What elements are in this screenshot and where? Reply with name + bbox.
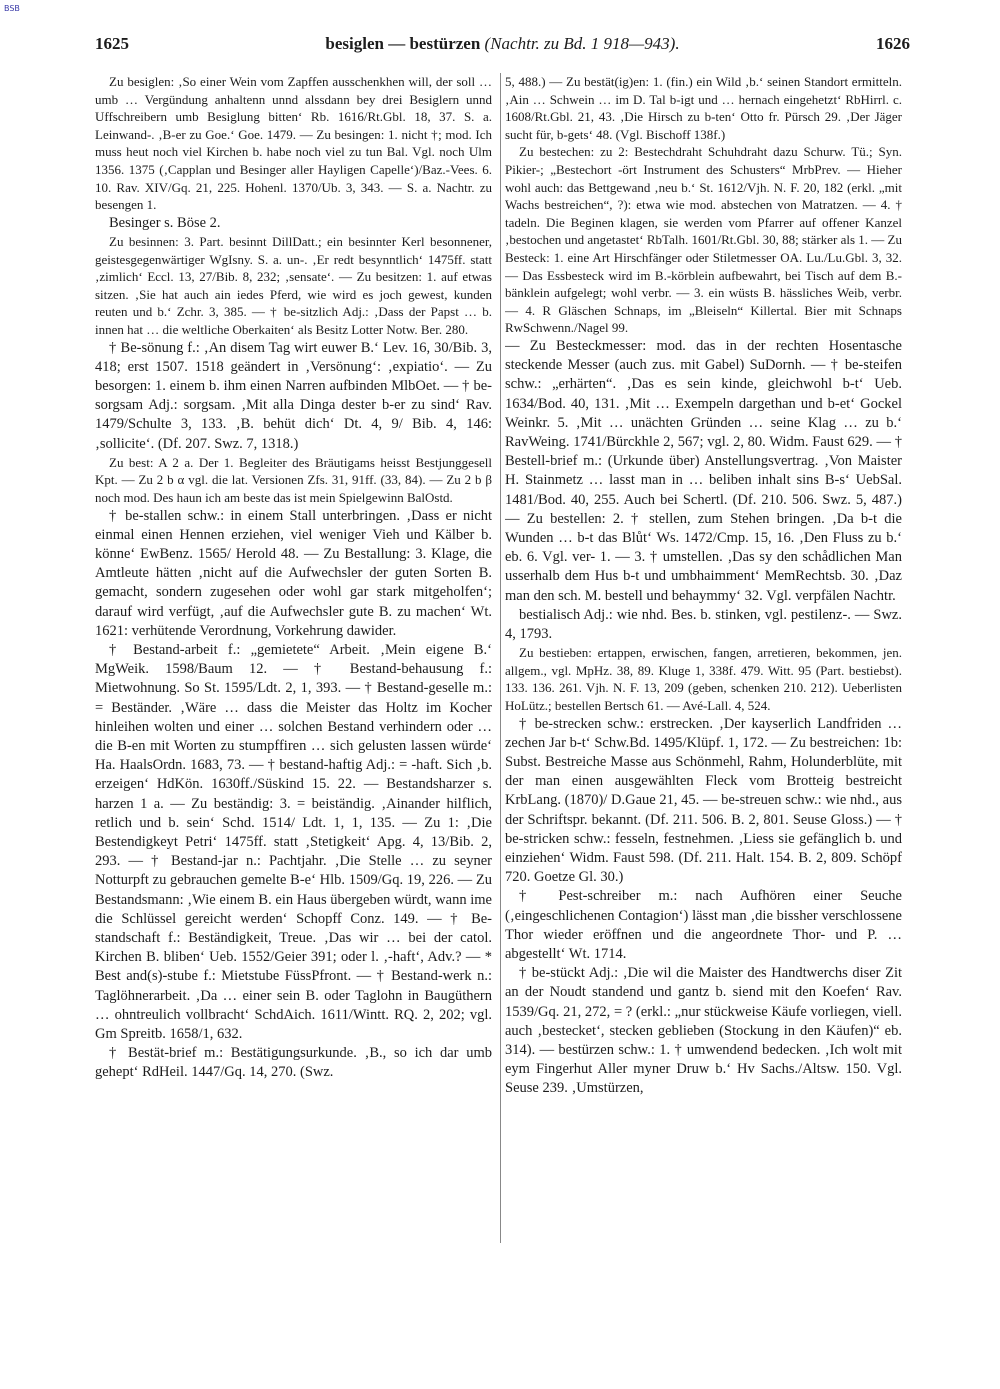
entry-bestaet-brief: † Bestät-brief m.: Bestätigungsurkunde. ‚B., so ich dar umb gehept‘ RdHeil. 1447/Gq. 14, 270. (Swz. <box>95 1045 492 1081</box>
entry-bestueckt: † be-stückt Adj.: ‚Die wil die Maister des Handtwerchs diser Zit an der Noudt standend und gantz b. siend mit den Koefen‘ Rav. 1539/Gq. 21, 272, = ? (erkl.: „nur stückweise Käufe vorliegen, viell. auch ‚bestecket‘, stecken geblieben (Stockung in den Käufen)“ eb. 314). — bestürzen schw.: 1. † umwendend bedecken. ‚Ich wolt mit eym Fingerhut Aller myner Druw b.‘ Hv Sachs./Altsw. 150. Vgl. Seuse 239. ‚Umstürzen, <box>505 965 902 1097</box>
library-watermark: BSB <box>4 4 20 13</box>
entry-besteckmesser: — Zu Besteckmesser: mod. das in der rechten Hosentasche steckende Messer (auch zus. mit Gabel) SuDornh. — † be-steifen schw.: „erhärten“. ‚Das es sein kinde, gleichwohl b-t‘ Ueb. 1634/Bod. 40, 131. ‚Mit … Exempeln dargethan und b-et‘ Gockel Weinkr. 5. ‚Mit … unächten Gründen … seine Klag … zu b.‘ RavWeing. 1741/Bürckhle 2, 567; vgl. 2, 80. Widm. Faust 629. — † Bestell-brief m.: (Urkunde über) Anstellungsvertrag. ‚Von Maister H. Stainmetz … lasst man in … beliben inhalt sins B-s‘ UebSal. 1481/Bod. 40, 255. Auch bei Schertl. (Df. 210. 506. Swz. 5, 487.) — Zu bestellen: 2. † stellen, zum Stehen bringen. ‚Da b-t die Wunden … b-t das Blůt‘ Ws. 1472/Cmp. 15, 16. ‚Den Fluss zu b.‘ eb. 6. Vgl. ver- 1. — 3. † umstellen. ‚Das sy den schådlichen Man usserhalb dem Hus b-t und umbhaimment‘ MemRechtsb. 30. ‚Daz man den sch. M. bestell und behaymmy‘ 32. Vgl. verpfälen Nachtr. <box>505 337 902 604</box>
entry-besinger: Besinger s. Böse 2. <box>109 214 221 231</box>
entry-bestieben: Zu bestieben: ertappen, erwischen, fangen, arretieren, bekommen, jen. allgem., vgl. MpHz. 38, 89. Kluge 1, 338f. 479. Witt. 95 (Part. bestiebst). 133. 136. 261. Vjh. N. F. 13, 209 (geben, schenken 210. 212). Ueberlisten HoLütz.; bestellen Bertsch 61. — Avé-Lall. 4, 524. <box>505 645 902 713</box>
running-head-sub: (Nachtr. zu Bd. 1 918—943). <box>480 34 680 53</box>
entry-besoenung: † Be-sönung f.: ‚An disem Tag wirt euwer B.‘ Lev. 16, 30/Bib. 3, 418; erst 1507. 1518 geändert in ‚Versönung‘: ‚expiatio‘. — Zu besorgen: 1. einem b. ihm einen Narren aufbinden MlbOet. — † be-sorgsam Adj.: sorgsam. ‚Mit alla Dinga dester b-er zu sind‘ Rav. 1479/Schulte 3, 133. ‚B. behüt dich‘ Dt. 4, 9/ Bib. 4, 146: ‚sollicite‘. (Df. 207. Swz. 7, 1318.) <box>95 339 492 452</box>
running-head-main: besiglen — bestürzen <box>325 34 481 53</box>
entry-pest-schreiber: † Pest-schreiber m.: nach Aufhören einer Seuche (‚eingeschlichenen Contagion‘) lässt man ‚die bissher verschlossene Thor wieder eröffnen und die angeordnete Thor- und P. … abgestellt‘ Wt. 1714. <box>505 888 902 962</box>
column-divider <box>500 73 501 1243</box>
entry-bestrecken: † be-strecken schw.: erstrecken. ‚Der kayserlich Landfriden … zechen Jar b-t‘ Schw.Bd. 1495/Klüpf. 1, 172. — Zu bestreichen: 1b: Subst. Bestreiche Masse aus Schönmehl, Rahm, Holunderblüte, mit der man einen ausgewählten Fleck vom Brotteig bestreicht KrbLang. (1870)/ D.Gaue 21, 45. — be-streuen schw.: wie nhd., aus der Schriftspr. bekannt. (Df. 211. 506. B. 2, 801. Seuse Gloss.) — † be-stricken schw.: fesseln, festnehmen. ‚Liess sie gefänglich b. und einziehen‘ Widm. Faust 598. (Df. 211. Halt. 154. B. 2, 809. Schöpf 720. Goetze Gl. 30.) <box>505 715 902 886</box>
right-column <box>505 73 902 1248</box>
left-column <box>95 73 492 1248</box>
entry-bestechen: Zu bestechen: zu 2: Bestechdraht Schuhdraht dazu Schurw. Tü.; Syn. Pikier-; „Bestechort -ört Instrument des Schusters“ MrbPrev. — Hieher wohl auch: das Bettgewand ‚neu b.‘ St. 1612/Vjh. N. F. 20, 182 (erkl. „mit Wachs bestreichen“, ?): etwa wie mod. abstechen von Matratzen. — 4. † tadeln. Die Beginen klagen, sie werden vom Pfarrer auf offener Kanzel ‚bestochen und angetastet‘ RbTalh. 1601/Rt.Gbl. 30, 88; stärker als 1. — Zu Besteck: 1. eine Art Hirschfänger oder Stiletmesser OA. Lu./Lu.Gbl. 3, 32. — Das Essbesteck wird im B.-körblein aufbewahrt, bei Tisch auf dem B.-bänklein aufgelegt; wohl verbr. — 3. ein wüsts B. hässliches Weib, verbr. — 4. R Gläschen Schnaps, im „Bleiseln“ Killertal. Bier mit Schnaps RwSchwenn./Nagel 99. <box>505 144 902 336</box>
page-number-left: 1625 <box>95 34 129 53</box>
page-number-right: 1626 <box>876 34 910 53</box>
running-head <box>95 34 910 54</box>
entry-best: Zu best: A 2 a. Der 1. Begleiter des Bräutigams heisst Bestjunggesell Kpt. — Zu 2 b α vgl. die lat. Versionen Zfs. 31, 91ff. (33, 84). — Zu 2 b β noch mod. Des haun ich am beste das ist mein Spielgewinn BalOstd. <box>95 454 492 505</box>
entry-besiglen: Zu besiglen: ‚So einer Wein vom Zapffen ausschenkhen will, der soll … umb … Vergündung anhaltenn unnd alssdann bey drei Besiglern unnd Uffschreibern umb Besiglung bitten‘ Rb. 1616/Rt.Gbl. 18, 37. S. a. Leinwand-. ‚B-er zu Goe.‘ Goe. 1479. — Zu besingen: 1. nicht †; mod. Ich muss heut noch viel Kirchen b. habe noch viel zu tun Bal. Vgl. noch Ulm 1356. 1375 (‚Capplan und Besinger aller Hayligen Capelle‘)/Baz.-Vees. 6. 10. Rav. XIV/Gq. 21, 225. Hohenl. 1370/Ub. 3, 343. — S. a. Nachtr. zu besengen 1. <box>95 74 492 213</box>
entry-bestallen: † be-stallen schw.: in einem Stall unterbringen. ‚Dass er nicht einmal einen Hennen erziehen, viel weniger Vieh und Kälber b. könne‘ EwBenz. 1565/ Herold 48. — Zu Bestallung: 3. Klage, die Amtleute hätten ‚nicht auf die Aufwechsler der guten Sorten B. gemacht, sondern zugesehen oder wohl gar stark mitgeholfen‘; darauf wird verfügt, ‚auf die Aufwechsler gute B. zu machen‘ Wt. 1621: verhütende Verordnung, Vorkehrung dawider. <box>95 507 492 639</box>
entry-bestialisch: bestialisch Adj.: wie nhd. Bes. b. stinken, vgl. pestilenz-. — Swz. 4, 1793. <box>505 606 902 642</box>
page-header <box>95 34 910 58</box>
entry-bestaetigen: 5, 488.) — Zu bestät(ig)en: 1. (fin.) ein Wild ‚b.‘ seinen Standort ermitteln. ‚Ain … Schwein … im D. Tal b-igt und … hernach eingehetzt‘ RbHirrl. c. 1608/Rt.Gbl. 21, 43. ‚Die Hirsch zu b-ten‘ Otto fr. Pürsch 29. ‚Der Jäger sucht für, b-gets‘ 48. (Vgl. Bischoff 138f.) <box>505 74 902 142</box>
entry-besinnen: Zu besinnen: 3. Part. besinnt DillDatt.; ein besinnter Kerl besonnener, geistesgegenwärtiger WgIsny. S. a. un-. ‚Er redt besynntlich‘ 1475ff. statt ‚zimlich‘ Eccl. 13, 27/Bib. 8, 232; ‚sensate‘. — Zu besitzen: 1. auf etwas sitzen. ‚Sie hat auch ain iedes Pferd, wie wird es joch gewest, kunden reuten und b.‘ Zchr. 3, 385. — † be-sitzlich Adj.: ‚Dass der Papst … b. innen hat … die weltliche Oberkaiten‘ als Besitz Lotter Notw. Ber. 280. <box>95 233 492 337</box>
entry-bestand-arbeit: † Bestand-arbeit f.: „gemietete“ Arbeit. ‚Mein eigene B.‘ MgWeik. 1598/Baum 12. — † Bestand-behausung f.: Mietwohnung. So St. 1595/Ldt. 2, 1, 393. — † Bestand-geselle m.: = Beständer. ‚Wäre … dass die Meister das Holtz im Kocher hinleihen wolten und einer … solchen Bestand verhindern oder … die B-en mit Worten zu stumpffiren … sich gelusten lassen würde‘ Ha. HaalsOrdn. 1683, 73. — † bestand-haftig Adj.: = -haft. Sich ‚b. erzeigen‘ HdKön. 1630ff./Süskind 15. 22. — Bestandsharzer s. harzen 1 a. — Zu beständig: 3. = beiständig. ‚Ainander hilflich, retlich und b. sein‘ Schd. 1514/ Ldt. 1, 1, 135. — Zu 1: ‚Die Bestendigkeyt Petri‘ 1475ff. statt ‚Stetigkeit‘ Apg. 4, 13/Bib. 2, 293. — † Bestand-jar n.: Pachtjahr. ‚Die Stelle … zu seyner Notturpft zu gebrauchen gemelte B-e‘ Hlb. 1509/Gq. 19, 226. — Zu Bestandsmann: ‚Wie einem B. ein Haus übergeben würdt, wann ime die Schlüssel gereicht werden‘ Schopff Conz. 149. — † Be-standschaft f.: Beständigkeit, Treue. ‚Das wir … bei der catol. Kirchen B. bliben‘ Ueb. 1552/Geier 391; oder l. ‚-haft‘, Adv.? — * Best and(s)-stube f.: Mietstube FüssPfront. — † Bestand-werk n.: Taglöhnerarbeit. ‚Da … einer sein B. oder Taglohn in Baugüthern … ohntreulich vollbracht‘ SchdAich. 1611/Wintt. RQ. 2, 202; vgl. Gm Spreitb. 1658/1, 632. <box>95 641 492 1042</box>
